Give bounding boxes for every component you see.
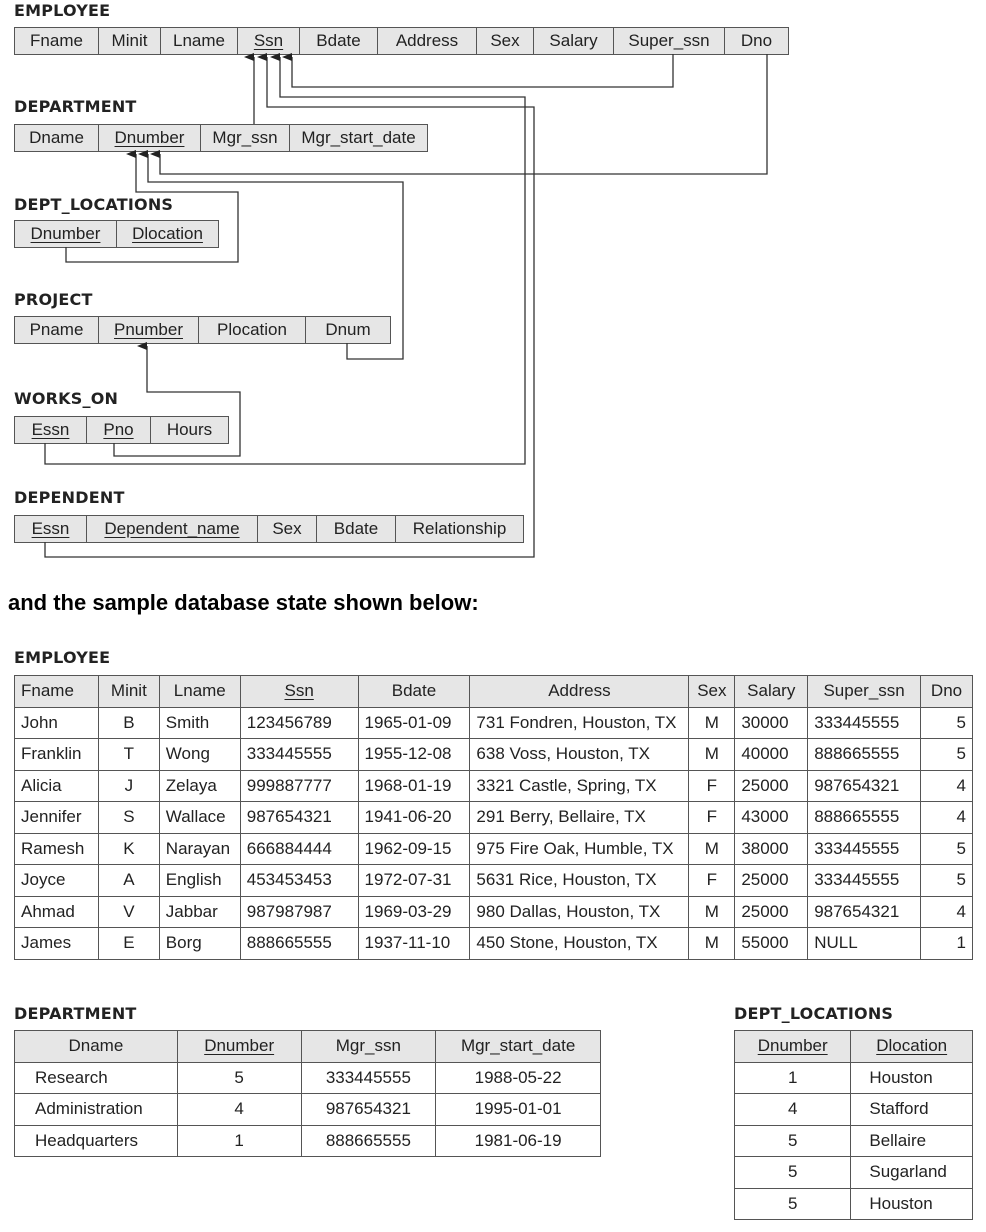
schema-dept-locations-dnumber-text: Dnumber — [30, 224, 101, 243]
employee-cell-lname: English — [159, 865, 240, 897]
employee-cell-dno: 5 — [921, 739, 973, 771]
schema-employee-col-address: Address — [377, 28, 476, 54]
employee-cell-super-ssn: NULL — [808, 928, 921, 960]
dept-locations-table — [734, 1030, 973, 1220]
employee-cell-super-ssn: 333445555 — [808, 707, 921, 739]
employee-header-address: Address — [470, 676, 689, 708]
employee-cell-minit: T — [98, 739, 159, 771]
state-dept-locations-label: DEPT_LOCATIONS — [734, 1004, 894, 1023]
department-header-dname: Dname — [15, 1031, 178, 1063]
schema-employee-col-minit: Minit — [98, 28, 160, 54]
dept-locations-row — [735, 1094, 973, 1126]
schema-department-col-dname: Dname — [29, 128, 84, 147]
schema-employee-col-lname: Lname — [160, 28, 237, 54]
employee-header-ssn — [240, 676, 358, 708]
dept-locations-row — [735, 1062, 973, 1094]
dept-locations-row — [735, 1125, 973, 1157]
employee-cell-address: 5631 Rice, Houston, TX — [470, 865, 689, 897]
department-table — [14, 1030, 601, 1157]
employee-cell-fname: Ramesh — [15, 833, 99, 865]
employee-header-ssn-text: Ssn — [284, 681, 314, 701]
schema-department-dnumber-text: Dnumber — [114, 128, 185, 147]
employee-cell-lname: Smith — [159, 707, 240, 739]
employee-cell-super-ssn: 987654321 — [808, 896, 921, 928]
department-cell-dname: Research — [15, 1062, 178, 1094]
department-cell-mgr-ssn: 888665555 — [301, 1125, 436, 1157]
state-employee-label: EMPLOYEE — [14, 648, 111, 667]
department-header-dnumber-text: Dnumber — [204, 1036, 275, 1056]
state-department-label: DEPARTMENT — [14, 1004, 137, 1023]
employee-cell-fname: Jennifer — [15, 802, 99, 834]
dept-locations-table-body — [735, 1062, 973, 1220]
schema-project-col-plocation: Plocation — [198, 317, 305, 343]
intro-text: and the sample database state shown below: — [8, 590, 479, 615]
fk-dnum-to-dnumber — [148, 154, 403, 359]
schema-dependent-col-bdate: Bdate — [316, 516, 395, 542]
employee-header-sex: Sex — [689, 676, 735, 708]
employee-cell-salary: 25000 — [735, 865, 808, 897]
employee-header-salary: Salary — [735, 676, 808, 708]
employee-cell-dno: 4 — [921, 896, 973, 928]
employee-row — [15, 833, 973, 865]
dept-locations-header-dnumber-text: Dnumber — [757, 1036, 828, 1056]
department-cell-mgr-ssn: 333445555 — [301, 1062, 436, 1094]
dept-locations-cell-dlocation: Stafford — [851, 1094, 973, 1126]
employee-header-lname: Lname — [159, 676, 240, 708]
schema-works-on-pno-text: Pno — [103, 420, 134, 439]
dept-locations-cell-dnumber: 5 — [735, 1125, 851, 1157]
schema-project-label: PROJECT — [14, 290, 93, 309]
employee-header-fname: Fname — [15, 676, 99, 708]
employee-row — [15, 707, 973, 739]
employee-header-minit: Minit — [98, 676, 159, 708]
dept-locations-cell-dnumber: 5 — [735, 1157, 851, 1189]
employee-cell-address: 638 Voss, Houston, TX — [470, 739, 689, 771]
employee-row — [15, 770, 973, 802]
employee-cell-minit: V — [98, 896, 159, 928]
employee-table — [14, 675, 973, 960]
employee-row — [15, 802, 973, 834]
employee-cell-ssn: 123456789 — [240, 707, 358, 739]
employee-cell-dno: 5 — [921, 833, 973, 865]
department-cell-dnumber: 5 — [177, 1062, 301, 1094]
employee-cell-ssn: 987987987 — [240, 896, 358, 928]
employee-cell-dno: 4 — [921, 770, 973, 802]
dept-locations-header-dnumber — [735, 1031, 851, 1063]
schema-employee-col-dno: Dno — [724, 28, 788, 54]
employee-row — [15, 739, 973, 771]
employee-table-body — [15, 707, 973, 959]
schema-dept-locations-label: DEPT_LOCATIONS — [14, 195, 174, 214]
employee-cell-minit: B — [98, 707, 159, 739]
employee-cell-lname: Jabbar — [159, 896, 240, 928]
dept-locations-cell-dnumber: 4 — [735, 1094, 851, 1126]
department-cell-dname: Headquarters — [15, 1125, 178, 1157]
schema-project-pnumber-text: Pnumber — [114, 320, 183, 339]
employee-cell-salary: 25000 — [735, 770, 808, 802]
employee-cell-ssn: 666884444 — [240, 833, 358, 865]
department-cell-mgr-start-date: 1995-01-01 — [436, 1094, 601, 1126]
dept-locations-row — [735, 1157, 973, 1189]
employee-cell-lname: Wallace — [159, 802, 240, 834]
employee-cell-ssn: 333445555 — [240, 739, 358, 771]
fk-dependent-essn-to-ssn — [45, 57, 534, 557]
employee-cell-super-ssn: 888665555 — [808, 739, 921, 771]
fk-dept-locations-to-dnumber — [66, 154, 238, 262]
department-header-row — [15, 1031, 601, 1063]
dept-locations-cell-dlocation: Houston — [851, 1188, 973, 1220]
employee-cell-address: 291 Berry, Bellaire, TX — [470, 802, 689, 834]
employee-cell-super-ssn: 333445555 — [808, 833, 921, 865]
dept-locations-header-row — [735, 1031, 973, 1063]
employee-cell-address: 980 Dallas, Houston, TX — [470, 896, 689, 928]
employee-cell-lname: Wong — [159, 739, 240, 771]
employee-cell-sex: M — [689, 707, 735, 739]
employee-cell-minit: A — [98, 865, 159, 897]
fk-pno-to-pnumber — [114, 346, 240, 456]
department-row — [15, 1062, 601, 1094]
dept-locations-row — [735, 1188, 973, 1220]
employee-cell-sex: M — [689, 928, 735, 960]
department-table-body — [15, 1062, 601, 1157]
employee-cell-dno: 4 — [921, 802, 973, 834]
schema-works-on-essn-text: Essn — [31, 420, 70, 439]
employee-cell-lname: Borg — [159, 928, 240, 960]
dept-locations-cell-dlocation: Bellaire — [851, 1125, 973, 1157]
dept-locations-cell-dnumber: 1 — [735, 1062, 851, 1094]
schema-dependent-label: DEPENDENT — [14, 488, 125, 507]
employee-cell-bdate: 1941-06-20 — [358, 802, 470, 834]
schema-project-col-pname: Pname — [29, 320, 84, 339]
schema-employee-ssn-text: Ssn — [253, 31, 284, 50]
schema-employee-col-super-ssn: Super_ssn — [613, 28, 724, 54]
employee-cell-salary: 40000 — [735, 739, 808, 771]
employee-header-row — [15, 676, 973, 708]
employee-cell-super-ssn: 987654321 — [808, 770, 921, 802]
schema-dependent-col-sex: Sex — [257, 516, 316, 542]
fk-works-on-essn-to-ssn — [45, 57, 525, 464]
schema-employee-label: EMPLOYEE — [14, 1, 111, 20]
employee-cell-bdate: 1968-01-19 — [358, 770, 470, 802]
schema-works-on-label: WORKS_ON — [14, 389, 119, 408]
employee-cell-sex: F — [689, 865, 735, 897]
employee-cell-salary: 30000 — [735, 707, 808, 739]
schema-project-col-dnum: Dnum — [305, 317, 390, 343]
employee-row — [15, 928, 973, 960]
schema-department-col-mgr-start-date: Mgr_start_date — [289, 125, 427, 151]
employee-cell-minit: J — [98, 770, 159, 802]
employee-cell-minit: K — [98, 833, 159, 865]
employee-cell-ssn: 999887777 — [240, 770, 358, 802]
employee-row — [15, 865, 973, 897]
employee-cell-ssn: 453453453 — [240, 865, 358, 897]
employee-cell-sex: F — [689, 802, 735, 834]
schema-employee-col-fname: Fname — [30, 31, 83, 50]
employee-cell-fname: James — [15, 928, 99, 960]
department-row — [15, 1125, 601, 1157]
employee-cell-ssn: 888665555 — [240, 928, 358, 960]
employee-cell-bdate: 1962-09-15 — [358, 833, 470, 865]
employee-cell-fname: Ahmad — [15, 896, 99, 928]
employee-cell-bdate: 1955-12-08 — [358, 739, 470, 771]
dept-locations-header-dlocation-text: Dlocation — [876, 1036, 948, 1056]
schema-department-col-mgr-ssn: Mgr_ssn — [200, 125, 289, 151]
department-cell-dnumber: 1 — [177, 1125, 301, 1157]
foreign-key-arrows — [0, 0, 986, 580]
employee-cell-address: 450 Stone, Houston, TX — [470, 928, 689, 960]
employee-cell-address: 3321 Castle, Spring, TX — [470, 770, 689, 802]
employee-header-dno: Dno — [921, 676, 973, 708]
schema-employee-col-sex: Sex — [476, 28, 533, 54]
employee-cell-salary: 38000 — [735, 833, 808, 865]
fk-dno-to-dnumber — [160, 54, 767, 174]
employee-cell-super-ssn: 888665555 — [808, 802, 921, 834]
employee-cell-minit: S — [98, 802, 159, 834]
employee-cell-lname: Zelaya — [159, 770, 240, 802]
department-cell-dnumber: 4 — [177, 1094, 301, 1126]
employee-cell-dno: 5 — [921, 865, 973, 897]
employee-cell-salary: 25000 — [735, 896, 808, 928]
schema-employee-col-bdate: Bdate — [299, 28, 377, 54]
department-cell-dname: Administration — [15, 1094, 178, 1126]
employee-cell-minit: E — [98, 928, 159, 960]
employee-cell-dno: 5 — [921, 707, 973, 739]
schema-dependent-essn-text: Essn — [31, 519, 70, 538]
dept-locations-cell-dlocation: Houston — [851, 1062, 973, 1094]
department-header-dnumber — [177, 1031, 301, 1063]
employee-cell-bdate: 1969-03-29 — [358, 896, 470, 928]
employee-header-bdate: Bdate — [358, 676, 470, 708]
schema-department-label: DEPARTMENT — [14, 97, 137, 116]
schema-dependent-dependent-name-text: Dependent_name — [104, 519, 240, 538]
employee-cell-lname: Narayan — [159, 833, 240, 865]
employee-cell-address: 731 Fondren, Houston, TX — [470, 707, 689, 739]
schema-employee-col-salary: Salary — [533, 28, 613, 54]
employee-row — [15, 896, 973, 928]
department-row — [15, 1094, 601, 1126]
employee-cell-address: 975 Fire Oak, Humble, TX — [470, 833, 689, 865]
employee-cell-sex: M — [689, 833, 735, 865]
dept-locations-cell-dnumber: 5 — [735, 1188, 851, 1220]
department-cell-mgr-ssn: 987654321 — [301, 1094, 436, 1126]
employee-cell-super-ssn: 333445555 — [808, 865, 921, 897]
schema-works-on-col-hours: Hours — [150, 417, 228, 443]
fk-super-ssn-to-ssn — [292, 54, 673, 87]
employee-cell-sex: F — [689, 770, 735, 802]
dept-locations-header-dlocation — [851, 1031, 973, 1063]
department-header-mgr-ssn: Mgr_ssn — [301, 1031, 436, 1063]
employee-cell-salary: 55000 — [735, 928, 808, 960]
department-cell-mgr-start-date: 1988-05-22 — [436, 1062, 601, 1094]
employee-cell-bdate: 1972-07-31 — [358, 865, 470, 897]
employee-header-super-ssn: Super_ssn — [808, 676, 921, 708]
employee-cell-fname: Joyce — [15, 865, 99, 897]
employee-cell-fname: John — [15, 707, 99, 739]
employee-cell-sex: M — [689, 896, 735, 928]
employee-cell-bdate: 1965-01-09 — [358, 707, 470, 739]
employee-cell-dno: 1 — [921, 928, 973, 960]
employee-cell-bdate: 1937-11-10 — [358, 928, 470, 960]
department-cell-mgr-start-date: 1981-06-19 — [436, 1125, 601, 1157]
schema-dependent-col-relationship: Relationship — [395, 516, 523, 542]
department-header-mgr-start-date: Mgr_start_date — [436, 1031, 601, 1063]
schema-dept-locations-dlocation-text: Dlocation — [132, 224, 203, 243]
dept-locations-cell-dlocation: Sugarland — [851, 1157, 973, 1189]
employee-cell-sex: M — [689, 739, 735, 771]
employee-cell-salary: 43000 — [735, 802, 808, 834]
employee-cell-fname: Franklin — [15, 739, 99, 771]
employee-cell-ssn: 987654321 — [240, 802, 358, 834]
employee-cell-fname: Alicia — [15, 770, 99, 802]
